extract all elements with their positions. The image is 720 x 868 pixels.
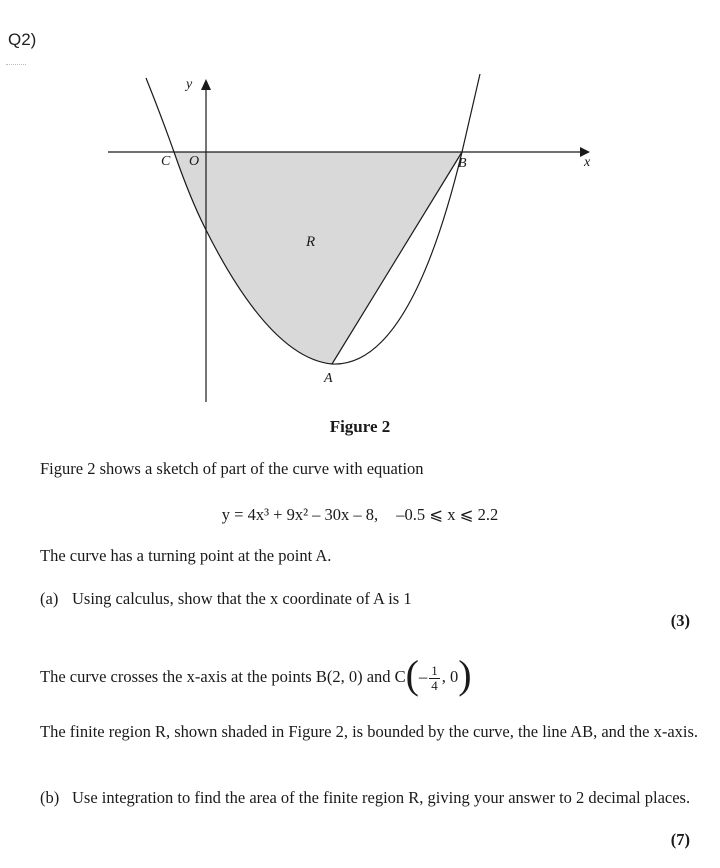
- part-a-label: (a): [40, 589, 59, 608]
- shaded-region-r: [174, 152, 462, 364]
- label-a: A: [324, 371, 333, 386]
- part-a: [40, 588, 412, 610]
- part-b-text: Use integration to find the area of the finite region R, giving your answer to 2 decimal places.: [72, 788, 691, 807]
- figure-sketch: [100, 68, 610, 408]
- c-zero: , 0: [441, 666, 459, 686]
- y-axis-label: y: [186, 77, 193, 92]
- label-o: O: [189, 154, 200, 169]
- region-description: The finite region R, shown shaded in Figure 2, is bounded by the curve, the line AB, and the x-axis.: [40, 722, 699, 741]
- figure-caption: Figure 2: [329, 417, 391, 436]
- c-fraction-num: 1: [431, 662, 438, 678]
- y-axis-arrow: [201, 79, 211, 90]
- question-label: Q2): [8, 30, 37, 49]
- c-fraction: [429, 664, 440, 693]
- equation: [0, 505, 720, 525]
- equation-domain: –0.5 ⩽ x ⩽ 2.2: [396, 505, 499, 524]
- x-axis-label: x: [584, 155, 591, 170]
- c-fraction-den: 4: [431, 677, 438, 693]
- label-c: C: [161, 154, 171, 169]
- point-c-coords: (– $\frac{1}{4}$ , 0): [405, 652, 472, 697]
- part-a-marks: (3): [670, 611, 690, 630]
- crosses-prefix: The curve crosses the x-axis at the points B(2, 0) and C: [40, 666, 406, 686]
- crosses-text: [40, 652, 472, 698]
- c-minus: –: [419, 666, 428, 686]
- label-r: R: [306, 234, 316, 250]
- label-b: B: [458, 156, 467, 171]
- turning-point-text: The curve has a turning point at the point A.: [40, 546, 332, 565]
- equation-expression: y = 4x³ + 9x² – 30x – 8,: [221, 505, 379, 524]
- part-b-marks: (7): [670, 830, 690, 849]
- part-b-label: (b): [40, 788, 60, 807]
- separator: [6, 64, 26, 65]
- intro-text: Figure 2 shows a sketch of part of the curve with equation: [40, 459, 424, 478]
- part-a-text: Using calculus, show that the x coordinate of A is 1: [72, 589, 412, 608]
